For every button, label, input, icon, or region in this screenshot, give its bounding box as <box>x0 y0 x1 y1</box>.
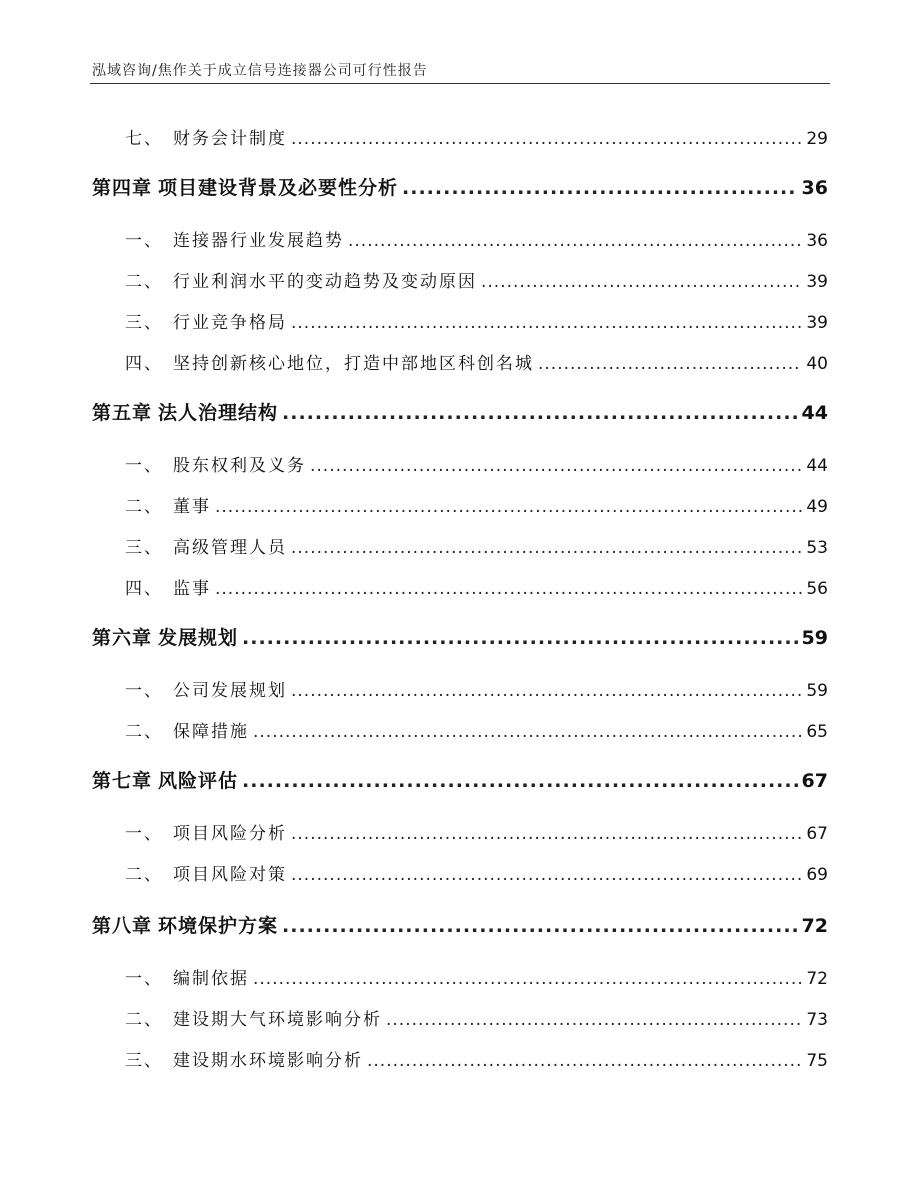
toc-chapter-page: 67 <box>801 770 828 792</box>
toc-entry[interactable] <box>125 124 828 149</box>
toc-leader-dots <box>310 456 802 476</box>
toc-entry[interactable] <box>125 860 828 885</box>
toc-entry-page: 36 <box>806 231 828 251</box>
toc-entry-page: 39 <box>806 272 828 292</box>
toc-entry[interactable] <box>125 676 828 701</box>
toc-leader-dots <box>291 129 802 149</box>
toc-chapter-number: 第五章 <box>92 402 153 424</box>
toc-entry-title: 项目风险分析 <box>173 824 287 844</box>
toc-entry-title: 坚持创新核心地位，打造中部地区科创名城 <box>173 354 534 374</box>
toc-leader-dots <box>367 1051 802 1071</box>
toc-chapter-entry[interactable] <box>92 766 828 793</box>
toc-entry-title: 保障措施 <box>173 722 249 742</box>
toc-entry-title: 连接器行业发展趋势 <box>173 231 344 251</box>
toc-chapter-title: 项目建设背景及必要性分析 <box>158 177 399 199</box>
toc-chapter-page: 59 <box>801 627 828 649</box>
toc-entry-number: 一、 <box>125 969 163 989</box>
toc-entry[interactable] <box>125 1005 828 1030</box>
toc-leader-dots <box>481 272 802 292</box>
toc-entry-number: 一、 <box>125 824 163 844</box>
toc-entry-title: 建设期水环境影响分析 <box>173 1051 363 1071</box>
toc-chapter-entry[interactable] <box>92 623 828 650</box>
toc-entry-page: 72 <box>806 969 828 989</box>
toc-entry[interactable] <box>125 574 828 599</box>
toc-entry-number: 一、 <box>125 456 163 476</box>
toc-leader-dots <box>291 313 802 333</box>
toc-chapter-number: 第七章 <box>92 770 153 792</box>
toc-entry-title: 监事 <box>173 579 211 599</box>
toc-leader-dots <box>291 681 802 701</box>
running-header: 泓域咨询/焦作关于成立信号连接器公司可行性报告 <box>92 63 428 79</box>
toc-entry[interactable] <box>125 451 828 476</box>
toc-leader-dots <box>348 231 802 251</box>
toc-entry-page: 67 <box>806 824 828 844</box>
toc-chapter-title: 法人治理结构 <box>158 402 279 424</box>
toc-chapter-entry[interactable] <box>92 173 828 200</box>
toc-entry-number: 三、 <box>125 1051 163 1071</box>
toc-entry-title: 行业利润水平的变动趋势及变动原因 <box>173 272 477 292</box>
toc-chapter-title: 风险评估 <box>158 770 239 792</box>
toc-entry-title: 建设期大气环境影响分析 <box>173 1010 382 1030</box>
toc-entry-page: 40 <box>806 354 828 374</box>
toc-entry[interactable] <box>125 964 828 989</box>
toc-entry[interactable] <box>125 492 828 517</box>
toc-leader-dots <box>282 915 798 937</box>
toc-entry-title: 行业竞争格局 <box>173 313 287 333</box>
toc-entry-number: 三、 <box>125 538 163 558</box>
toc-entry-number: 一、 <box>125 231 163 251</box>
toc-leader-dots <box>291 824 802 844</box>
toc-entry-title: 编制依据 <box>173 969 249 989</box>
toc-entry-page: 39 <box>806 313 828 333</box>
toc-entry[interactable] <box>125 717 828 742</box>
toc-entry[interactable] <box>125 226 828 251</box>
toc-chapter-entry[interactable] <box>92 398 828 425</box>
toc-entry-title: 公司发展规划 <box>173 681 287 701</box>
toc-entry-page: 59 <box>806 681 828 701</box>
toc-entry-number: 二、 <box>125 1010 163 1030</box>
toc-entry-number: 四、 <box>125 354 163 374</box>
toc-entry-title: 董事 <box>173 497 211 517</box>
toc-leader-dots <box>386 1010 802 1030</box>
toc-leader-dots <box>402 177 798 199</box>
toc-entry-page: 53 <box>806 538 828 558</box>
toc-chapter-page: 36 <box>801 177 828 199</box>
toc-entry-number: 七、 <box>125 129 163 149</box>
toc-entry[interactable] <box>125 267 828 292</box>
toc-leader-dots <box>291 865 802 885</box>
toc-entry-title: 高级管理人员 <box>173 538 287 558</box>
toc-chapter-number: 第六章 <box>92 627 153 649</box>
toc-chapter-number: 第八章 <box>92 915 153 937</box>
toc-entry-page: 29 <box>806 129 828 149</box>
toc-entry-page: 56 <box>806 579 828 599</box>
toc-entry[interactable] <box>125 533 828 558</box>
toc-entry-number: 二、 <box>125 272 163 292</box>
toc-entry-page: 44 <box>806 456 828 476</box>
toc-entry-page: 69 <box>806 865 828 885</box>
toc-chapter-title: 发展规划 <box>158 627 239 649</box>
toc-entry-title: 股东权利及义务 <box>173 456 306 476</box>
toc-entry[interactable] <box>125 308 828 333</box>
toc-leader-dots <box>538 354 802 374</box>
header-rule <box>90 83 830 84</box>
toc-entry-number: 二、 <box>125 497 163 517</box>
toc-entry-page: 49 <box>806 497 828 517</box>
toc-chapter-title: 环境保护方案 <box>158 915 279 937</box>
toc-entry-title: 财务会计制度 <box>173 129 287 149</box>
toc-leader-dots <box>215 497 802 517</box>
toc-entry-page: 75 <box>806 1051 828 1071</box>
toc-entry-number: 二、 <box>125 865 163 885</box>
toc-entry-number: 四、 <box>125 579 163 599</box>
toc-chapter-entry[interactable] <box>92 911 828 938</box>
toc-entry-number: 二、 <box>125 722 163 742</box>
toc-entry-page: 65 <box>806 722 828 742</box>
toc-entry-page: 73 <box>806 1010 828 1030</box>
toc-leader-dots <box>215 579 802 599</box>
toc-leader-dots <box>282 402 798 424</box>
toc-leader-dots <box>242 770 798 792</box>
toc-chapter-number: 第四章 <box>92 177 153 199</box>
toc-entry-title: 项目风险对策 <box>173 865 287 885</box>
toc-entry[interactable] <box>125 819 828 844</box>
toc-chapter-page: 44 <box>801 402 828 424</box>
toc-entry[interactable] <box>125 349 828 374</box>
toc-leader-dots <box>253 722 802 742</box>
toc-leader-dots <box>242 627 798 649</box>
toc-chapter-page: 72 <box>801 915 828 937</box>
toc-leader-dots <box>291 538 802 558</box>
toc-entry[interactable] <box>125 1046 828 1071</box>
toc-leader-dots <box>253 969 802 989</box>
toc-entry-number: 三、 <box>125 313 163 333</box>
toc-entry-number: 一、 <box>125 681 163 701</box>
